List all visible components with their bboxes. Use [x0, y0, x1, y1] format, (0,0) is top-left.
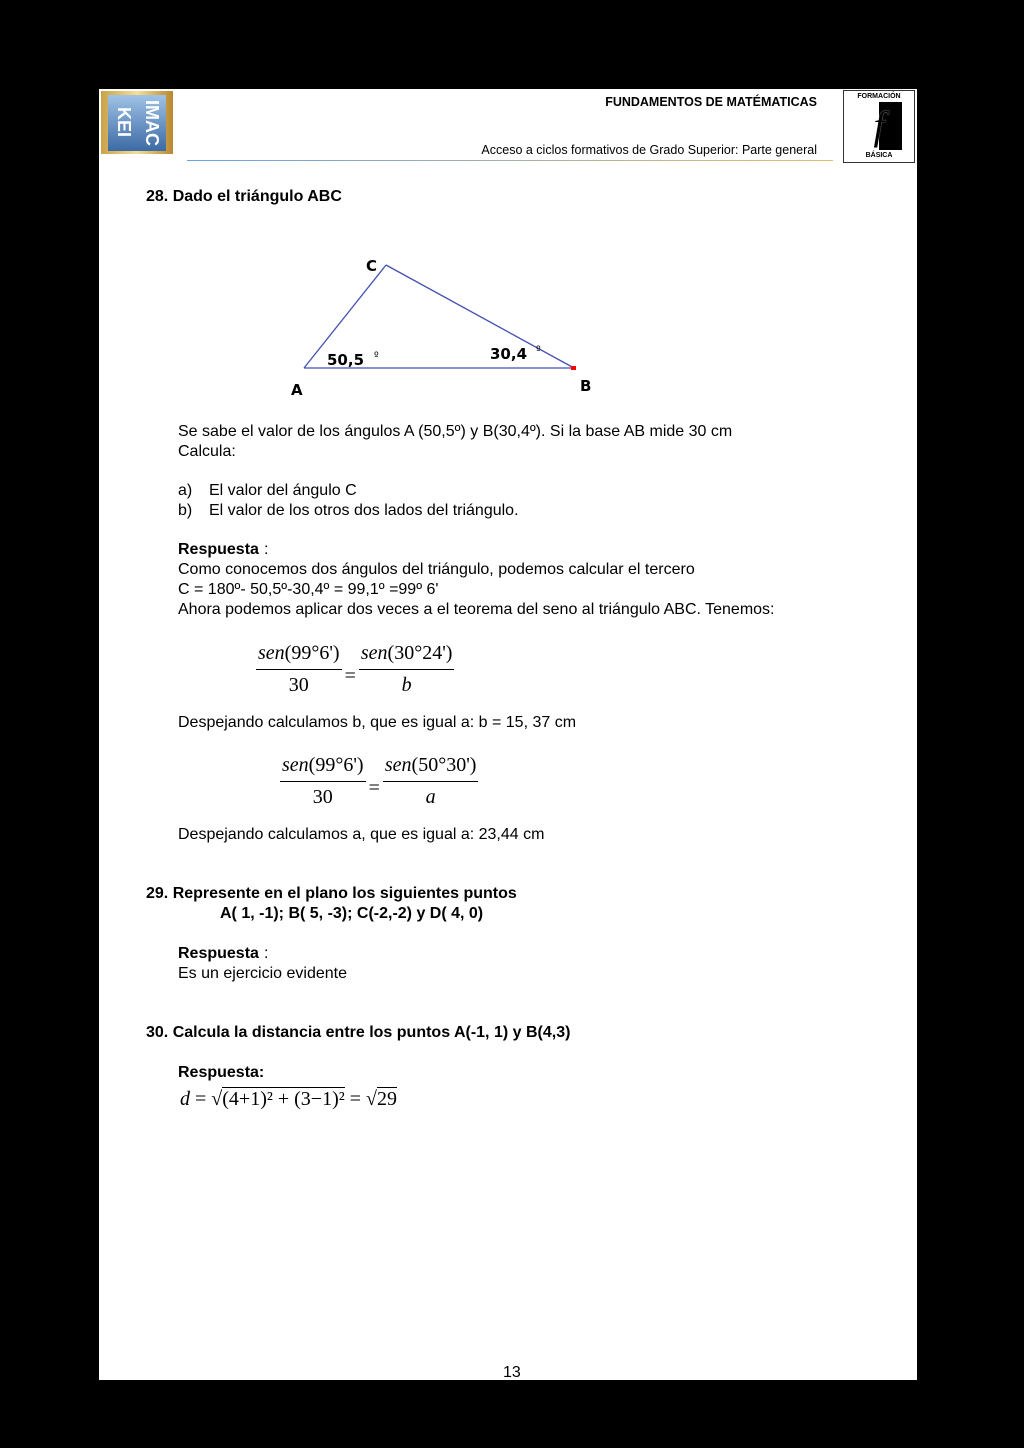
sine-law-equation-2: $\frac{\text{sen(99°6')}}{30}$ = $\frac{\text{sen(50°30')}}{a}$	[282, 754, 477, 808]
item-text: El valor del ángulo C	[209, 482, 357, 499]
triangle-figure	[280, 249, 610, 399]
angle-b-label: 30,4	[490, 345, 528, 363]
side-cb	[386, 265, 574, 368]
answer-label: Respuesta	[178, 541, 259, 558]
answer-label: Respuesta:	[178, 1064, 265, 1081]
logo-right: FORMACIÓN f BÁSICA	[843, 90, 915, 163]
q28-title: 28. Dado el triángulo ABC	[146, 188, 342, 205]
statement-line: Se sabe el valor de los ángulos A (50,5º) y B(30,4º). Si la base AB mide 30 cm	[178, 423, 733, 440]
angle-a-label: 50,5	[327, 351, 365, 369]
vertex-b-marker	[571, 366, 576, 370]
q30-title: 30. Calcula la distancia entre los puntos A(-1, 1) y B(4,3)	[146, 1024, 571, 1041]
item-key: a)	[178, 482, 193, 499]
label-a: A	[291, 381, 303, 399]
header-subtitle: Acceso a ciclos formativos de Grado Superior: Parte general	[481, 143, 817, 157]
q29-points: A( 1, -1); B( 5, -3); C(-2,-2) y D( 4, 0)	[220, 905, 484, 922]
result-b: Despejando calculamos b, que es igual a: b = 15, 37 cm	[178, 714, 577, 731]
answer-label: Respuesta	[178, 945, 259, 962]
angle-a-deg: º	[374, 351, 379, 362]
label-b: B	[580, 377, 592, 395]
distance-formula: d = √(4+1)² + (3−1)² = √29	[180, 1088, 398, 1110]
result-a: Despejando calculamos a, que es igual a: 23,44 cm	[178, 826, 545, 843]
q29-title: 29. Represente en el plano los siguientes puntos	[146, 885, 517, 902]
answer-line: Es un ejercicio evidente	[178, 965, 347, 982]
angle-b-deg: º	[536, 345, 541, 356]
header-title: FUNDAMENTOS DE MATÉMATICAS	[605, 95, 817, 109]
item-key: b)	[178, 502, 193, 519]
logo-left: IMAC KEI	[101, 91, 173, 154]
answer-line: Ahora podemos aplicar dos veces a el teorema del seno al triángulo ABC. Tenemos:	[178, 601, 775, 618]
answer-line: C = 180º- 50,5º-30,4º = 99,1º =99º 6'	[178, 581, 439, 598]
header-rule	[187, 160, 833, 161]
statement-line: Calcula:	[178, 443, 236, 460]
answer-line: Como conocemos dos ángulos del triángulo, podemos calcular el tercero	[178, 561, 695, 578]
sine-law-equation-1: $\frac{\text{sen(99°6')}}{30}$ = $\frac{\text{sen(30°24')}}{b}$	[258, 642, 453, 696]
item-text: El valor de los otros dos lados del triángulo.	[209, 502, 519, 519]
document-page	[99, 89, 917, 1380]
answer-colon: :	[264, 541, 269, 558]
page-number: 13	[503, 1364, 521, 1381]
label-c: C	[366, 257, 378, 275]
answer-colon: :	[264, 945, 269, 962]
